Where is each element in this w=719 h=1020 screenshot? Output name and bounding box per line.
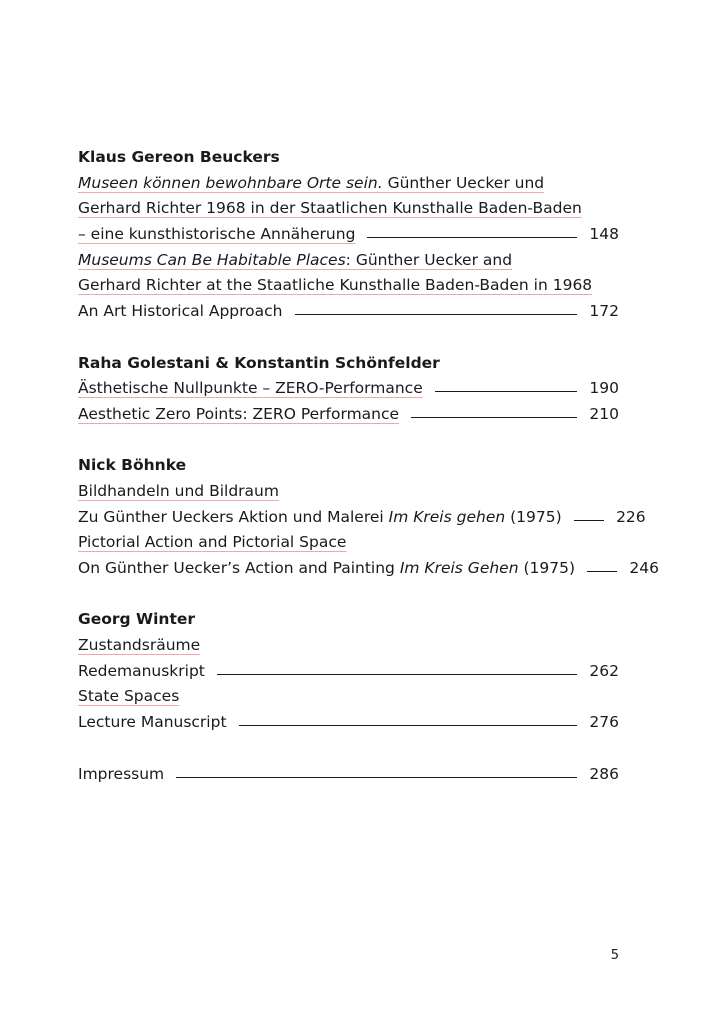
author-name: Nick Böhnke [78, 456, 187, 475]
table-of-contents [78, 145, 660, 787]
entry-title-text: Gerhard Richter at the Staatliche Kunsthalle Baden-Baden in 1968 [78, 276, 593, 295]
page-number: 276 [589, 713, 619, 732]
leader-line [239, 725, 577, 726]
toc-entry-title[interactable] [78, 479, 619, 505]
folio-page-number: 5 [610, 948, 619, 963]
toc-entry-title[interactable] [78, 196, 619, 222]
leader-line [295, 314, 577, 315]
entry-title-text: Impressum [78, 764, 165, 783]
page-number: 190 [589, 379, 619, 398]
leader-line [367, 237, 577, 238]
leader-line [411, 417, 577, 418]
entry-subtitle-text: An Art Historical Approach [78, 302, 283, 321]
page-number: 148 [589, 225, 619, 244]
toc-entry[interactable] [78, 556, 660, 582]
toc-entry[interactable] [78, 505, 646, 531]
entry-title-text: State Spaces [78, 687, 180, 706]
toc-entry[interactable] [78, 659, 619, 685]
toc-entry-impressum[interactable] [78, 762, 619, 788]
toc-entry-title[interactable] [78, 633, 619, 659]
entry-subtitle-text: Redemanuskript [78, 661, 205, 680]
toc-entry-title[interactable] [78, 171, 619, 197]
page-number: 286 [589, 764, 619, 783]
leader-line [587, 571, 617, 572]
toc-entry[interactable] [78, 710, 619, 736]
entry-title-text: Aesthetic Zero Points: ZERO Performance [78, 404, 400, 423]
toc-entry[interactable] [78, 222, 619, 248]
leader-line [217, 674, 577, 675]
author-name: Klaus Gereon Beuckers [78, 148, 280, 166]
page-number: 262 [589, 661, 619, 680]
leader-line [435, 391, 577, 392]
entry-title-text: Zustandsräume [78, 636, 201, 655]
toc-entry[interactable] [78, 299, 619, 325]
author-name: Raha Golestani & Konstantin Schönfelder [78, 353, 440, 372]
entry-title-text: Ästhetische Nullpunkte – ZERO-Performance [78, 379, 423, 398]
entry-title-text: Museums Can Be Habitable Places: Günther Uecker and [78, 250, 513, 269]
entry-subtitle-text: Zu Günther Ueckers Aktion und Malerei Im Kreis gehen (1975) [78, 507, 562, 526]
toc-entry-title[interactable] [78, 248, 619, 274]
toc-entry[interactable] [78, 376, 619, 402]
leader-line [176, 777, 577, 778]
entry-title-text: Gerhard Richter 1968 in der Staatlichen Kunsthalle Baden-Baden [78, 199, 582, 218]
entry-title-text: – eine kunsthistorische Annäherung [78, 225, 356, 244]
toc-entry-title[interactable] [78, 684, 619, 710]
toc-entry-title[interactable] [78, 530, 619, 556]
leader-line [574, 520, 604, 521]
entry-title-text: Bildhandeln und Bildraum [78, 481, 279, 500]
entry-subtitle-text: On Günther Uecker’s Action and Painting Im Kreis Gehen (1975) [78, 559, 576, 577]
page-number: 210 [589, 404, 619, 423]
entry-title-text: Pictorial Action and Pictorial Space [78, 533, 347, 552]
toc-entry[interactable] [78, 402, 619, 428]
author-name: Georg Winter [78, 610, 196, 629]
entry-title-text: Museen können bewohnbare Orte sein. Günther Uecker und [78, 173, 545, 192]
entry-subtitle-text: Lecture Manuscript [78, 713, 227, 732]
page-number: 246 [629, 559, 660, 577]
page-number: 226 [616, 507, 646, 526]
page-number: 172 [589, 302, 619, 321]
toc-entry-title[interactable] [78, 273, 619, 299]
